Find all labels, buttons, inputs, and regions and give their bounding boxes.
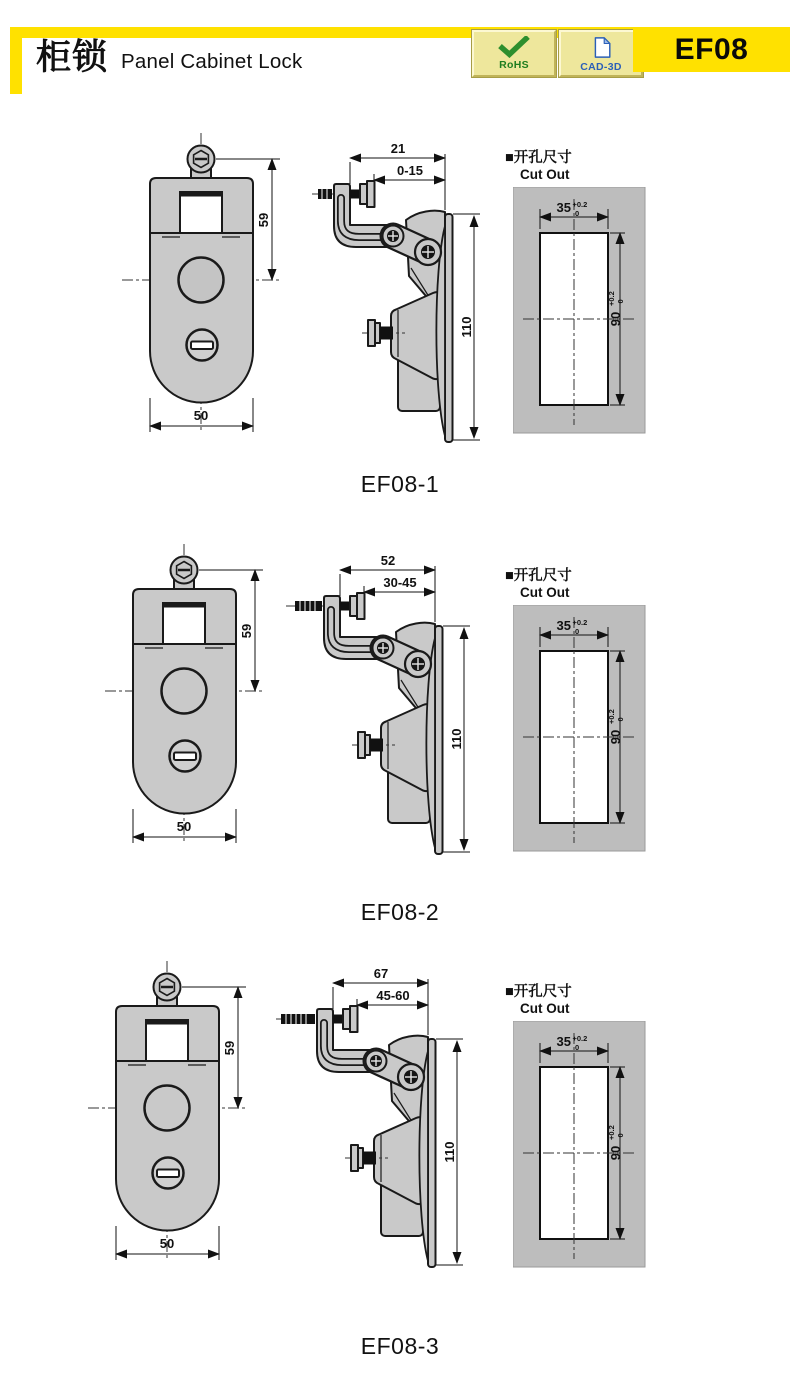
- cutout-width-tol-lower: 0: [575, 1043, 580, 1052]
- cutout-height-dim-label: 90: [608, 311, 623, 327]
- front-width-dim-label: 50: [193, 408, 209, 423]
- ef08-2-cutout-drawing: [513, 605, 653, 855]
- cutout-height-tol-lower: 0: [616, 717, 625, 722]
- front-height-dim-label: 59: [239, 623, 254, 639]
- ef08-3-front-view-drawing: [66, 958, 266, 1288]
- cutout-heading-en: Cut Out: [520, 166, 570, 182]
- front-width-dim-label: 50: [176, 819, 192, 834]
- cutout-height-tol-lower: 0: [616, 1133, 625, 1138]
- cutout-width-dim-label: 35: [556, 200, 571, 215]
- ef08-2-front-view-drawing: [83, 541, 283, 871]
- cutout-width-tol-upper: +0.2: [572, 1034, 588, 1043]
- cutout-heading-en: Cut Out: [520, 1000, 570, 1016]
- cad-document-icon: [589, 35, 613, 60]
- ef08-2-side-view-drawing: [282, 542, 505, 877]
- cutout-width-tol-upper: +0.2: [572, 200, 588, 209]
- cutout-width-dim-label: 35: [556, 618, 571, 633]
- cutout-height-tol-upper: +0.2: [607, 291, 616, 306]
- side-grip-range-dim-label: 30-45: [383, 575, 417, 590]
- cad-3d-badge-label: CAD-3D: [580, 60, 622, 73]
- front-width-dim-label: 50: [159, 1236, 175, 1251]
- ef08-1-cutout-drawing: [513, 187, 653, 437]
- model-caption: EF08-3: [360, 1333, 440, 1359]
- cutout-height-dim-label: 90: [608, 1145, 623, 1161]
- cutout-height-tol-upper: +0.2: [607, 709, 616, 724]
- cutout-heading-cn: ■开孔尺寸: [505, 150, 572, 166]
- product-code: EF08: [674, 32, 749, 66]
- side-height-dim-label: 110: [449, 728, 464, 750]
- cutout-height-tol-lower: 0: [616, 299, 625, 304]
- side-height-dim-label: 110: [459, 316, 474, 338]
- rohs-badge: [472, 30, 556, 77]
- side-depth-dim-label: 21: [390, 141, 406, 156]
- side-grip-range-dim-label: 45-60: [376, 988, 410, 1003]
- side-grip-range-dim-label: 0-15: [396, 163, 424, 178]
- rohs-badge-label: RoHS: [499, 59, 529, 71]
- cutout-heading-cn: ■开孔尺寸: [505, 984, 572, 1000]
- side-depth-dim-label: 67: [373, 966, 389, 981]
- page-title: [36, 40, 302, 75]
- cutout-width-dim-label: 35: [556, 1034, 571, 1049]
- ef08-1-side-view-drawing: [292, 130, 515, 465]
- side-height-dim-label: 110: [442, 1141, 457, 1163]
- title-chinese: 柜锁: [36, 38, 109, 77]
- side-depth-dim-label: 52: [380, 553, 396, 568]
- front-height-dim-label: 59: [222, 1040, 237, 1056]
- cutout-heading-en: Cut Out: [520, 584, 570, 600]
- model-caption: EF08-1: [360, 471, 440, 497]
- ef08-3-side-view-drawing: [275, 955, 498, 1290]
- title-english: Panel Cabinet Lock: [121, 49, 303, 73]
- front-height-dim-label: 59: [256, 212, 271, 228]
- model-caption: EF08-2: [360, 899, 440, 925]
- ef08-3-cutout-drawing: [513, 1021, 653, 1271]
- cutout-heading: [505, 150, 685, 182]
- header-accent-bar-left: [10, 27, 22, 94]
- rohs-check-icon: [498, 36, 530, 58]
- cad-3d-badge: [559, 30, 643, 77]
- ef08-1-front-view-drawing: [100, 130, 300, 460]
- cutout-height-dim-label: 90: [608, 729, 623, 745]
- cutout-heading: [505, 568, 685, 600]
- cutout-width-tol-lower: 0: [575, 209, 580, 218]
- cutout-heading-cn: ■开孔尺寸: [505, 568, 572, 584]
- cutout-width-tol-upper: +0.2: [572, 618, 588, 627]
- cutout-width-tol-lower: 0: [575, 627, 580, 636]
- product-code-box: [633, 27, 790, 72]
- cutout-heading: [505, 984, 685, 1016]
- cutout-height-tol-upper: +0.2: [607, 1125, 616, 1140]
